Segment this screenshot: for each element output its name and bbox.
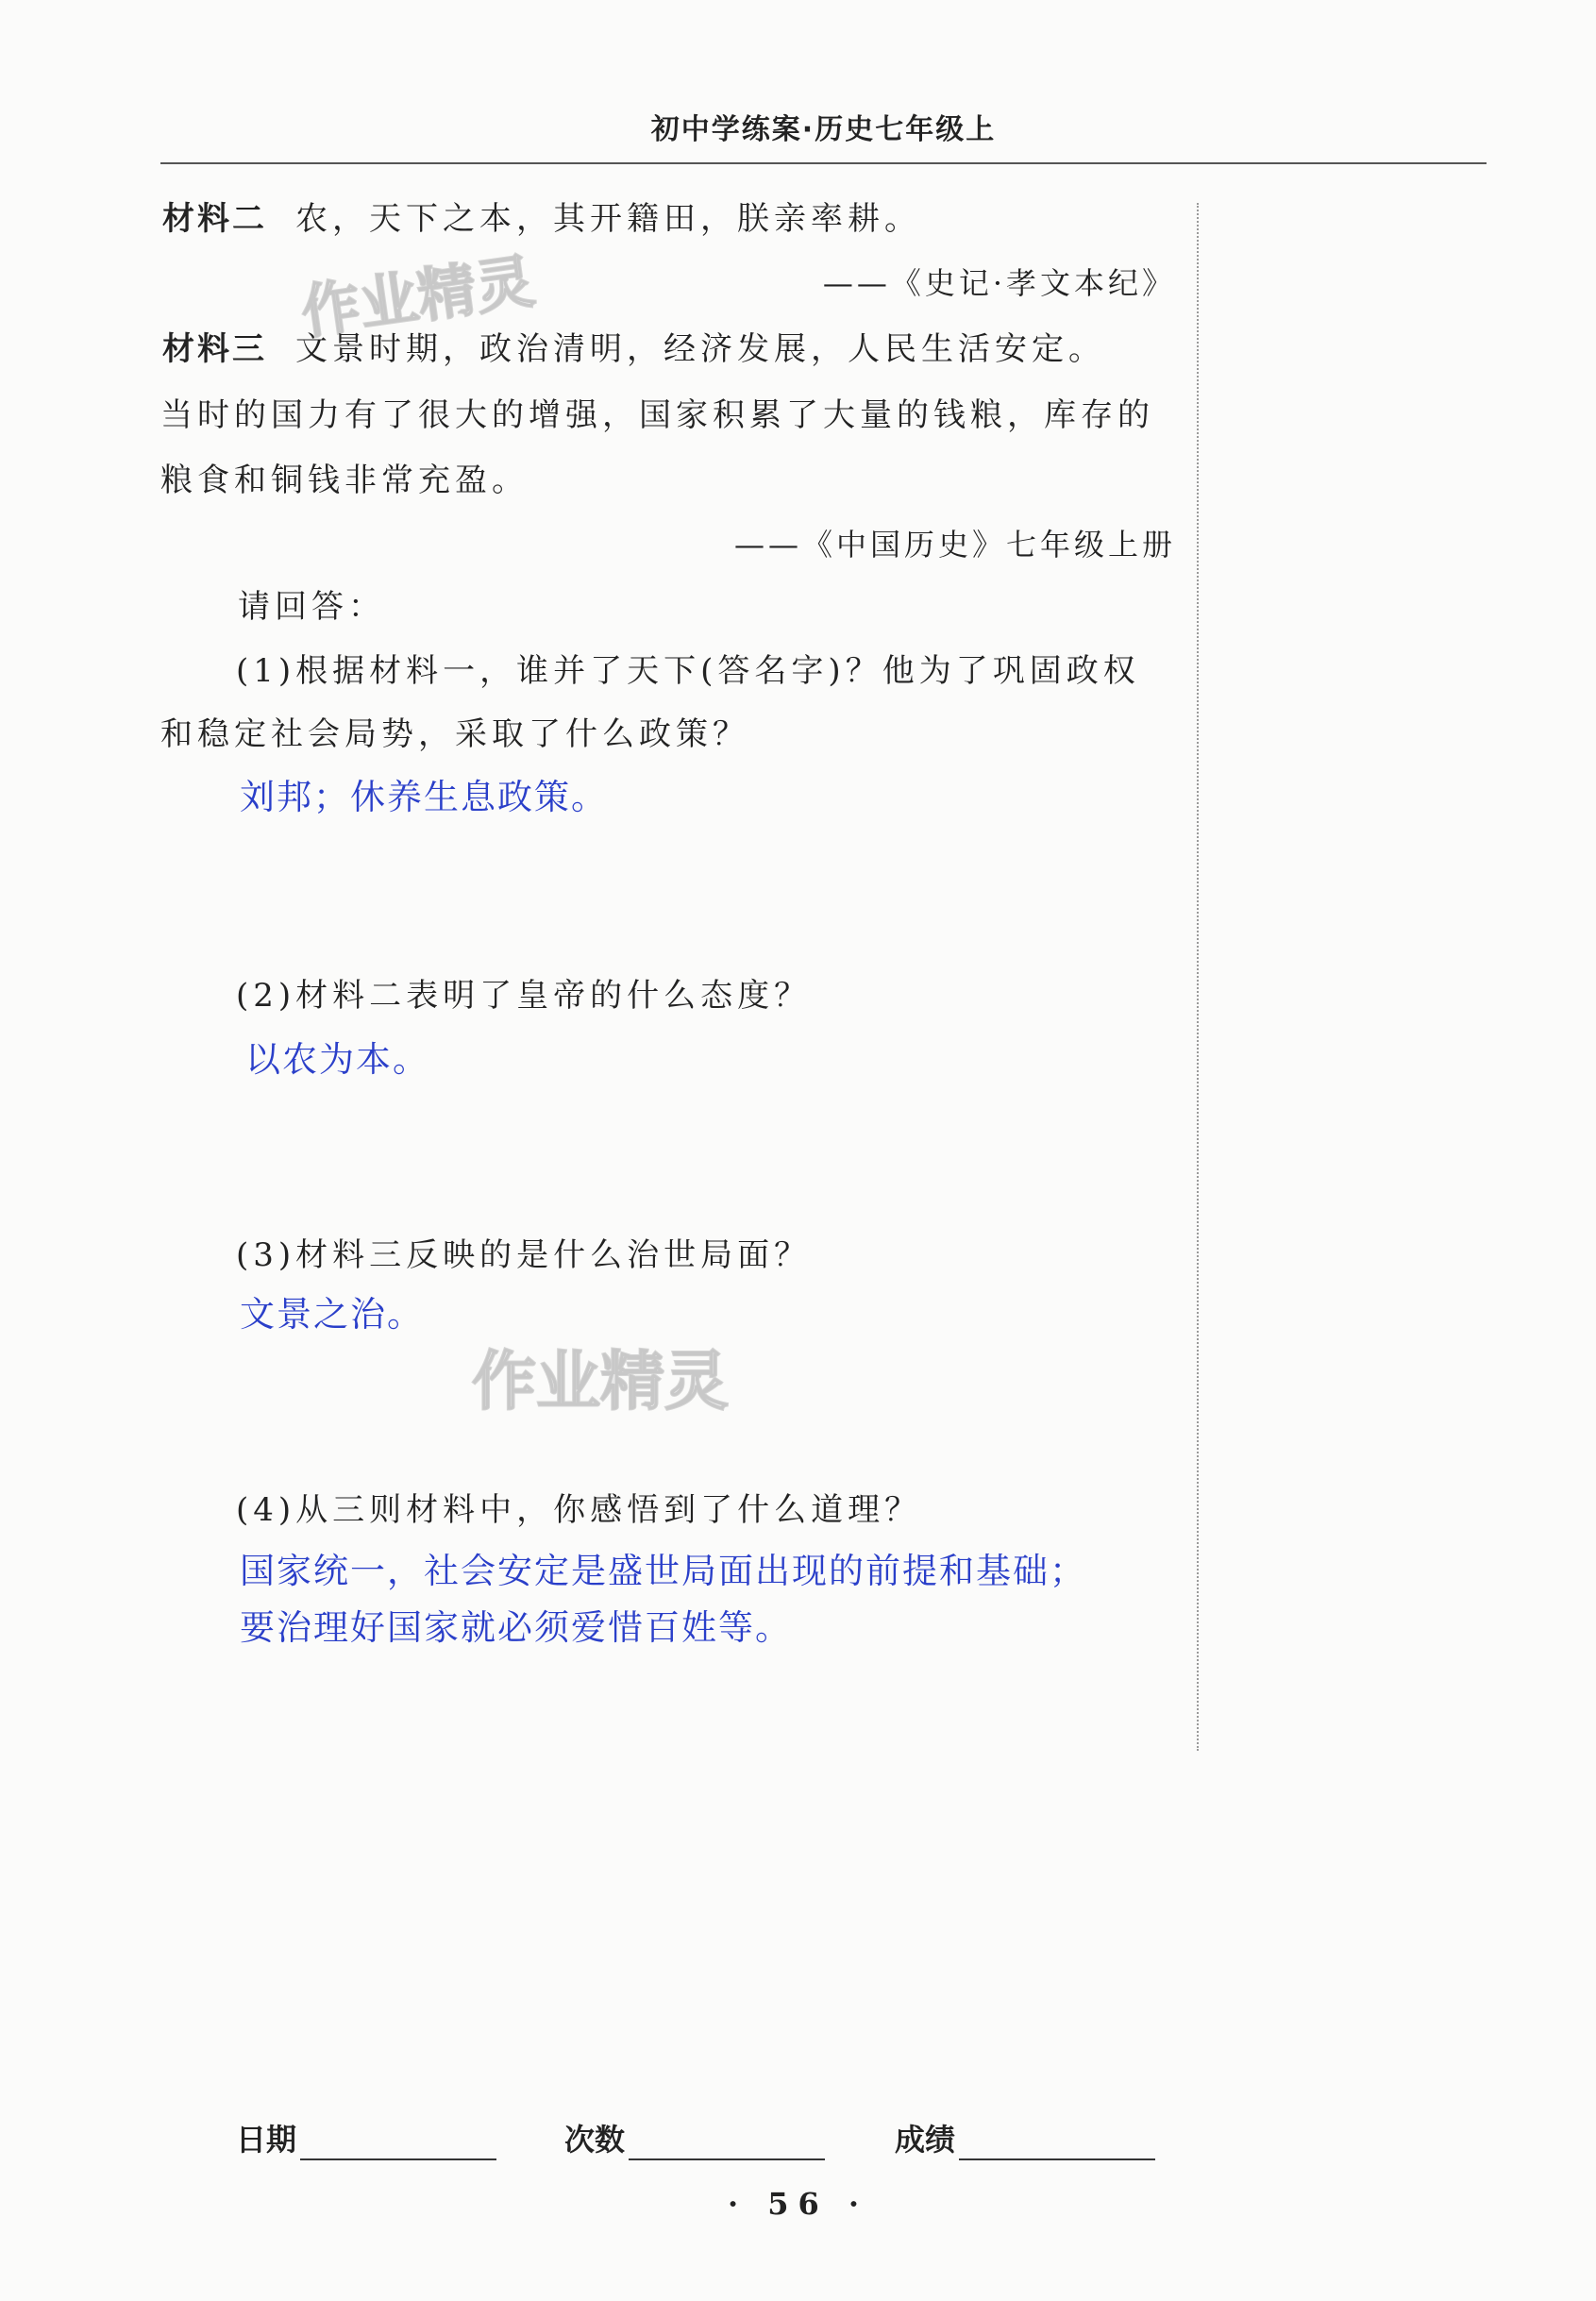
question-4-line-1: (4)从三则材料中，你感悟到了什么道理？: [236, 1491, 922, 1529]
material-3-source: ——《中国历史》七年级上册: [733, 527, 1176, 563]
answer-prompt: 请回答：: [238, 588, 385, 626]
question-4-answer-line-2: 要治理好国家就必须爱惜百姓等。: [240, 1607, 792, 1648]
watermark-top: 作业精灵: [296, 246, 539, 347]
material-3-line-3: 粮食和铜钱非常充盈。: [160, 462, 529, 499]
question-1-line-1: (1)根据材料一，谁并了天下(答名字)？他为了巩固政权: [236, 652, 1140, 690]
material-2-text: 农，天下之本，其开籍田，朕亲率耕。: [295, 200, 921, 238]
material-2-source: ——《史记·孝文本纪》: [822, 265, 1176, 301]
score-label: 成绩: [895, 2122, 956, 2158]
score-field: [895, 2119, 1155, 2160]
page-header-title: 初中学练案·历史七年级上: [650, 113, 997, 146]
question-1-answer: 刘邦；休养生息政策。: [240, 777, 608, 817]
count-label: 次数: [564, 2122, 626, 2158]
question-2-answer: 以农为本。: [245, 1039, 429, 1080]
question-4-answer-line-1: 国家统一，社会安定是盛世局面出现的前提和基础；: [240, 1551, 1086, 1591]
count-blank[interactable]: [629, 2125, 825, 2160]
material-2-label: 材料二: [162, 200, 267, 238]
date-blank[interactable]: [300, 2125, 496, 2160]
count-field: [564, 2119, 825, 2160]
material-3-label: 材料三: [162, 330, 267, 368]
question-3-answer: 文景之治。: [240, 1294, 424, 1335]
material-3-paragraph: [162, 326, 1178, 373]
header-divider: [160, 162, 1487, 164]
watermark-middle: 作业精灵: [472, 1345, 730, 1419]
question-3-line-1: (3)材料三反映的是什么治世局面？: [236, 1236, 812, 1274]
page-number: · 56 ·: [727, 2186, 869, 2222]
score-blank[interactable]: [959, 2125, 1155, 2160]
material-3-line-2: 当时的国力有了很大的增强，国家积累了大量的钱粮，库存的: [160, 396, 1154, 434]
date-field: [236, 2119, 496, 2160]
material-3-line-1: 文景时期，政治清明，经济发展，人民生活安定。: [295, 330, 1105, 368]
date-label: 日期: [236, 2122, 297, 2158]
material-2-paragraph: [162, 195, 1178, 243]
question-1-line-2: 和稳定社会局势，采取了什么政策？: [160, 715, 749, 753]
question-2-line-1: (2)材料二表明了皇帝的什么态度？: [236, 977, 812, 1015]
